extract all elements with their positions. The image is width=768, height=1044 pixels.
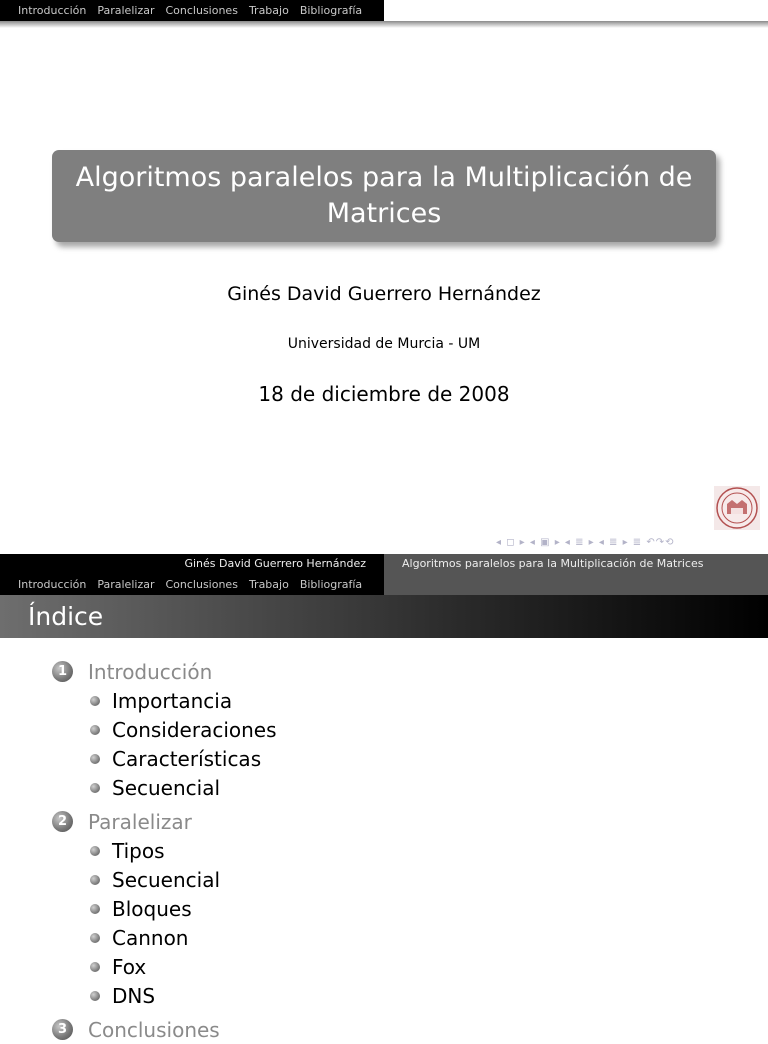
toc-subsection[interactable]	[52, 836, 277, 865]
bullet-icon	[90, 696, 100, 706]
toc-subsection[interactable]	[52, 744, 277, 773]
presentation-title: Algoritmos paralelos para la Multiplicación de Matrices	[52, 150, 716, 242]
toc-subsection[interactable]	[52, 715, 277, 744]
toc-section[interactable]	[52, 807, 277, 836]
slide-header	[0, 554, 768, 574]
nav-item-conclusiones[interactable]: Conclusiones	[165, 4, 238, 17]
bullet-icon	[90, 991, 100, 1001]
toc-section-label[interactable]: Conclusiones	[88, 1017, 220, 1042]
toc-section-label[interactable]: Introducción	[88, 659, 213, 684]
header-filler	[384, 574, 768, 595]
toc-subsection[interactable]	[52, 894, 277, 923]
nav-item-bibliografia[interactable]: Bibliografía	[299, 578, 363, 591]
nav-item-introduccion[interactable]: Introducción	[18, 578, 87, 591]
toc-subsection[interactable]	[52, 773, 277, 802]
toc-section[interactable]	[52, 657, 277, 686]
toc-subsection-label[interactable]: Fox	[112, 954, 147, 979]
bullet-icon	[90, 783, 100, 793]
beamer-navigation-controls[interactable]: ◂ ◻ ▸ ◂ ▣ ▸ ◂ ≣ ▸ ◂ ≣ ▸ ≣ ↶↷⟲	[496, 537, 675, 548]
bullet-icon	[90, 875, 100, 885]
toc-subsection[interactable]	[52, 952, 277, 981]
bullet-icon	[90, 933, 100, 943]
toc-subsection[interactable]	[52, 686, 277, 715]
toc-subsection-label[interactable]: Secuencial	[112, 867, 221, 892]
author-name: Ginés David Guerrero Hernández	[227, 283, 541, 305]
toc-section[interactable]	[52, 1015, 277, 1044]
frame-title: Índice	[0, 595, 768, 638]
university-seal-icon	[714, 486, 760, 530]
institute-name: Universidad de Murcia - UM	[287, 336, 481, 352]
nav-item-conclusiones[interactable]: Conclusiones	[165, 578, 238, 591]
toc-subsection-label[interactable]: Importancia	[112, 688, 233, 713]
bullet-icon	[90, 904, 100, 914]
toc-subsection[interactable]	[52, 923, 277, 952]
nav-item-trabajo[interactable]: Trabajo	[248, 578, 289, 591]
nav-item-introduccion[interactable]: Introducción	[18, 4, 87, 17]
bullet-icon	[90, 754, 100, 764]
toc-section-label[interactable]: Paralelizar	[88, 809, 192, 834]
toc-subsection-label[interactable]: Bloques	[112, 896, 192, 921]
section-nav	[0, 0, 384, 21]
toc-subsection[interactable]	[52, 981, 277, 1010]
bullet-icon	[90, 725, 100, 735]
nav-item-paralelizar[interactable]: Paralelizar	[97, 4, 155, 17]
presentation-date: 18 de diciembre de 2008	[258, 382, 510, 406]
section-number-icon: 2	[52, 811, 73, 832]
toc-subsection-label[interactable]: Tipos	[112, 838, 165, 863]
section-number-icon: 3	[52, 1019, 73, 1040]
nav-item-trabajo[interactable]: Trabajo	[248, 4, 289, 17]
toc-subsection-label[interactable]: Cannon	[112, 925, 189, 950]
toc-subsection-label[interactable]: Consideraciones	[112, 717, 277, 742]
toc-subsection-label[interactable]: Secuencial	[112, 775, 221, 800]
header-author: Ginés David Guerrero Hernández	[0, 554, 384, 574]
toc-subsection-label[interactable]: DNS	[112, 983, 156, 1008]
nav-item-bibliografia[interactable]: Bibliografía	[299, 4, 363, 17]
bullet-icon	[90, 846, 100, 856]
section-nav-2	[0, 574, 384, 595]
section-number-icon: 1	[52, 661, 73, 682]
nav-shadow	[0, 21, 768, 28]
toc-subsection-label[interactable]: Características	[112, 746, 262, 771]
nav-item-paralelizar[interactable]: Paralelizar	[97, 578, 155, 591]
toc-subsection[interactable]	[52, 865, 277, 894]
bullet-icon	[90, 962, 100, 972]
table-of-contents	[52, 655, 277, 1044]
header-title: Algoritmos paralelos para la Multiplicación de Matrices	[384, 554, 768, 574]
